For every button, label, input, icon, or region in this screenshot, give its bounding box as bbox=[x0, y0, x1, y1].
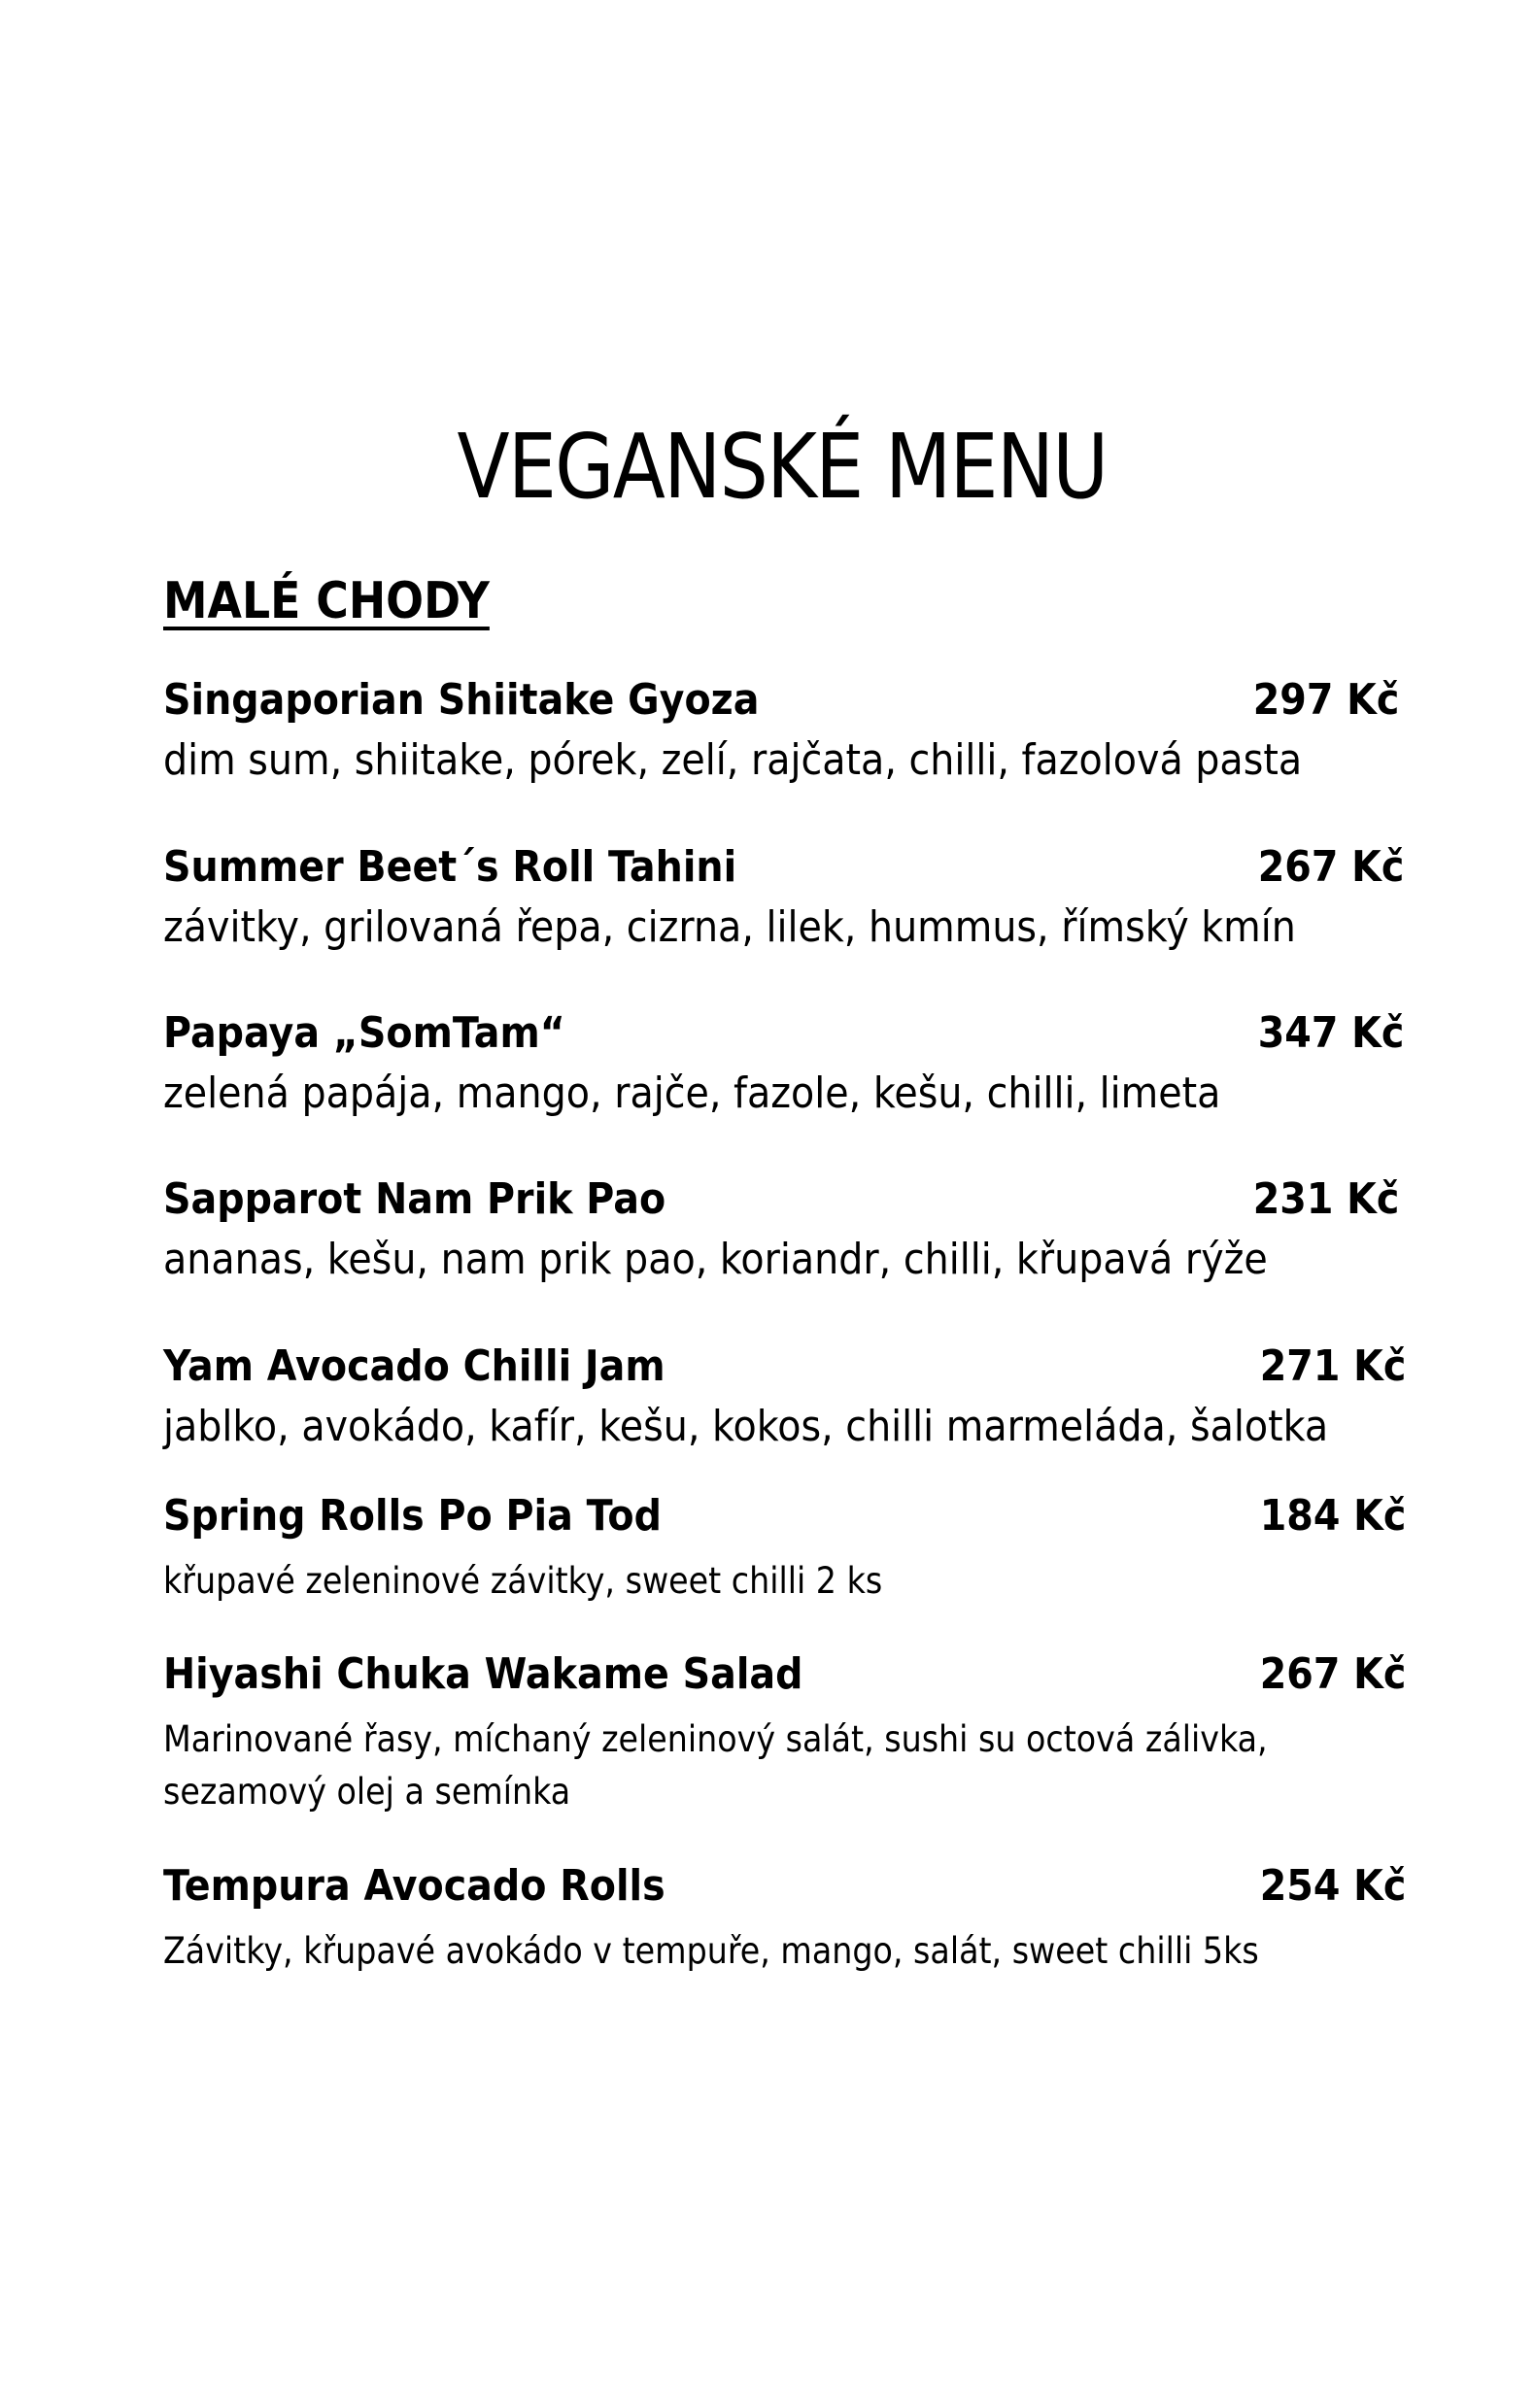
menu-item bbox=[163, 1341, 1406, 1453]
item-name: Sapparot Nam Prik Pao bbox=[163, 1174, 666, 1224]
item-price: 297 Kč bbox=[1252, 675, 1399, 725]
item-description: dim sum, shiitake, pórek, zelí, rajčata, chilli, fazolová pasta bbox=[163, 735, 1303, 785]
menu-item bbox=[163, 842, 1404, 954]
item-description: jablko, avokádo, kafír, kešu, kokos, chilli marmeláda, šalotka bbox=[163, 1402, 1329, 1451]
menu-item bbox=[163, 1008, 1404, 1120]
item-price: 184 Kč bbox=[1259, 1491, 1406, 1541]
item-price: 347 Kč bbox=[1257, 1008, 1404, 1058]
section-heading: MALÉ CHODY bbox=[163, 572, 490, 630]
page-title: VEGANSKÉ MENU bbox=[457, 415, 1108, 519]
item-description: Závitky, křupavé avokádo v tempuře, mango, salát, sweet chilli 5ks bbox=[163, 1930, 1259, 1972]
item-description: křupavé zeleninové závitky, sweet chilli 2 ks bbox=[163, 1560, 883, 1602]
item-name: Singaporian Shiitake Gyoza bbox=[163, 675, 760, 725]
item-price: 271 Kč bbox=[1259, 1341, 1406, 1391]
item-price: 231 Kč bbox=[1252, 1174, 1399, 1224]
item-name: Tempura Avocado Rolls bbox=[163, 1861, 665, 1911]
item-name: Yam Avocado Chilli Jam bbox=[163, 1341, 665, 1391]
item-name: Hiyashi Chuka Wakame Salad bbox=[163, 1649, 803, 1699]
item-description: zelená papája, mango, rajče, fazole, kešu, chilli, limeta bbox=[163, 1068, 1221, 1118]
item-name: Spring Rolls Po Pia Tod bbox=[163, 1491, 662, 1541]
menu-item bbox=[163, 1861, 1406, 1978]
item-price: 254 Kč bbox=[1259, 1861, 1406, 1911]
item-description: ananas, kešu, nam prik pao, koriandr, chilli, křupavá rýže bbox=[163, 1235, 1268, 1284]
menu-item bbox=[163, 1491, 1406, 1608]
item-description: závitky, grilovaná řepa, cizrna, lilek, hummus, římský kmín bbox=[163, 902, 1296, 952]
menu-item bbox=[163, 675, 1399, 787]
item-price: 267 Kč bbox=[1257, 842, 1404, 892]
item-name: Summer Beet´s Roll Tahini bbox=[163, 842, 737, 892]
item-price: 267 Kč bbox=[1259, 1649, 1406, 1699]
item-name: Papaya „SomTam“ bbox=[163, 1008, 565, 1058]
menu-item bbox=[163, 1649, 1406, 1817]
menu-item bbox=[163, 1174, 1399, 1286]
item-description: Marinované řasy, míchaný zeleninový salát, sushi su octová zálivka, sezamový olej a semínka bbox=[163, 1718, 1268, 1813]
